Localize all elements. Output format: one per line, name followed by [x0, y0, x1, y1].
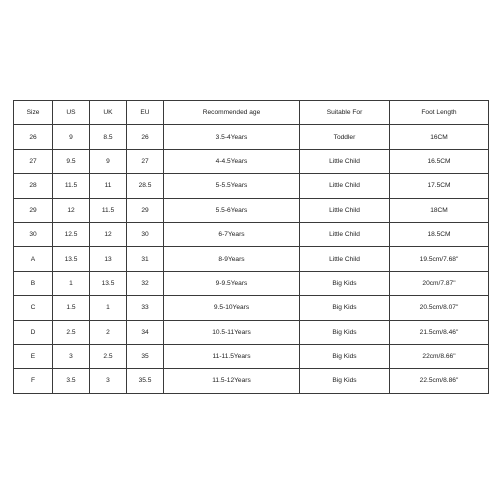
cell-size: E: [14, 344, 53, 368]
cell-uk: 1: [90, 296, 127, 320]
cell-eu: 30: [127, 222, 164, 246]
header-foot-length: Foot Length: [390, 101, 489, 125]
cell-recommended-age: 9-9.5Years: [164, 271, 300, 295]
cell-size: 28: [14, 174, 53, 198]
table-body: [14, 125, 489, 393]
cell-us: 9: [53, 125, 90, 149]
cell-uk: 13: [90, 247, 127, 271]
cell-uk: 11: [90, 174, 127, 198]
cell-us: 12.5: [53, 222, 90, 246]
cell-suitable-for: Little Child: [300, 149, 390, 173]
cell-size: 30: [14, 222, 53, 246]
table-row: [14, 369, 489, 393]
cell-recommended-age: 5.5-6Years: [164, 198, 300, 222]
cell-eu: 29: [127, 198, 164, 222]
cell-size: 26: [14, 125, 53, 149]
cell-us: 3.5: [53, 369, 90, 393]
cell-uk: 9: [90, 149, 127, 173]
cell-uk: 12: [90, 222, 127, 246]
cell-us: 2.5: [53, 320, 90, 344]
cell-foot-length: 17.5CM: [390, 174, 489, 198]
cell-uk: 2.5: [90, 344, 127, 368]
cell-suitable-for: Big Kids: [300, 271, 390, 295]
cell-foot-length: 19.5cm/7.68": [390, 247, 489, 271]
cell-us: 12: [53, 198, 90, 222]
cell-eu: 27: [127, 149, 164, 173]
cell-suitable-for: Little Child: [300, 174, 390, 198]
table-row: [14, 296, 489, 320]
header-us: US: [53, 101, 90, 125]
cell-recommended-age: 8-9Years: [164, 247, 300, 271]
cell-uk: 8.5: [90, 125, 127, 149]
cell-us: 1: [53, 271, 90, 295]
cell-foot-length: 22cm/8.66": [390, 344, 489, 368]
cell-foot-length: 18CM: [390, 198, 489, 222]
table-row: [14, 271, 489, 295]
cell-us: 1.5: [53, 296, 90, 320]
cell-us: 13.5: [53, 247, 90, 271]
cell-us: 3: [53, 344, 90, 368]
cell-suitable-for: Toddler: [300, 125, 390, 149]
cell-uk: 11.5: [90, 198, 127, 222]
cell-size: B: [14, 271, 53, 295]
cell-uk: 13.5: [90, 271, 127, 295]
cell-recommended-age: 11.5-12Years: [164, 369, 300, 393]
cell-foot-length: 22.5cm/8.86": [390, 369, 489, 393]
cell-eu: 33: [127, 296, 164, 320]
cell-foot-length: 21.5cm/8.46": [390, 320, 489, 344]
cell-recommended-age: 6-7Years: [164, 222, 300, 246]
cell-recommended-age: 10.5-11Years: [164, 320, 300, 344]
table-row: [14, 149, 489, 173]
cell-suitable-for: Big Kids: [300, 369, 390, 393]
cell-suitable-for: Big Kids: [300, 320, 390, 344]
cell-size: D: [14, 320, 53, 344]
table-row: [14, 174, 489, 198]
cell-foot-length: 16.5CM: [390, 149, 489, 173]
table-row: [14, 247, 489, 271]
cell-foot-length: 20.5cm/8.07": [390, 296, 489, 320]
cell-size: 27: [14, 149, 53, 173]
cell-size: 29: [14, 198, 53, 222]
table-row: [14, 320, 489, 344]
cell-suitable-for: Little Child: [300, 198, 390, 222]
table-header-row: [14, 101, 489, 125]
table-row: [14, 125, 489, 149]
cell-recommended-age: 4-4.5Years: [164, 149, 300, 173]
size-chart-table: [13, 100, 489, 394]
header-recommended-age: Recommended age: [164, 101, 300, 125]
cell-foot-length: 18.5CM: [390, 222, 489, 246]
cell-uk: 3: [90, 369, 127, 393]
cell-suitable-for: Big Kids: [300, 344, 390, 368]
header-size: Size: [14, 101, 53, 125]
table-row: [14, 222, 489, 246]
cell-uk: 2: [90, 320, 127, 344]
cell-recommended-age: 5-5.5Years: [164, 174, 300, 198]
cell-suitable-for: Big Kids: [300, 296, 390, 320]
header-suitable-for: Suitable For: [300, 101, 390, 125]
cell-eu: 35.5: [127, 369, 164, 393]
cell-us: 11.5: [53, 174, 90, 198]
cell-eu: 34: [127, 320, 164, 344]
cell-recommended-age: 3.5-4Years: [164, 125, 300, 149]
header-uk: UK: [90, 101, 127, 125]
cell-recommended-age: 11-11.5Years: [164, 344, 300, 368]
table-row: [14, 344, 489, 368]
cell-size: F: [14, 369, 53, 393]
cell-us: 9.5: [53, 149, 90, 173]
cell-eu: 28.5: [127, 174, 164, 198]
table-row: [14, 198, 489, 222]
cell-eu: 26: [127, 125, 164, 149]
cell-foot-length: 20cm/7.87": [390, 271, 489, 295]
cell-eu: 31: [127, 247, 164, 271]
cell-eu: 35: [127, 344, 164, 368]
cell-eu: 32: [127, 271, 164, 295]
cell-size: A: [14, 247, 53, 271]
cell-foot-length: 16CM: [390, 125, 489, 149]
cell-suitable-for: Little Child: [300, 247, 390, 271]
header-eu: EU: [127, 101, 164, 125]
cell-recommended-age: 9.5-10Years: [164, 296, 300, 320]
cell-suitable-for: Little Child: [300, 222, 390, 246]
cell-size: C: [14, 296, 53, 320]
